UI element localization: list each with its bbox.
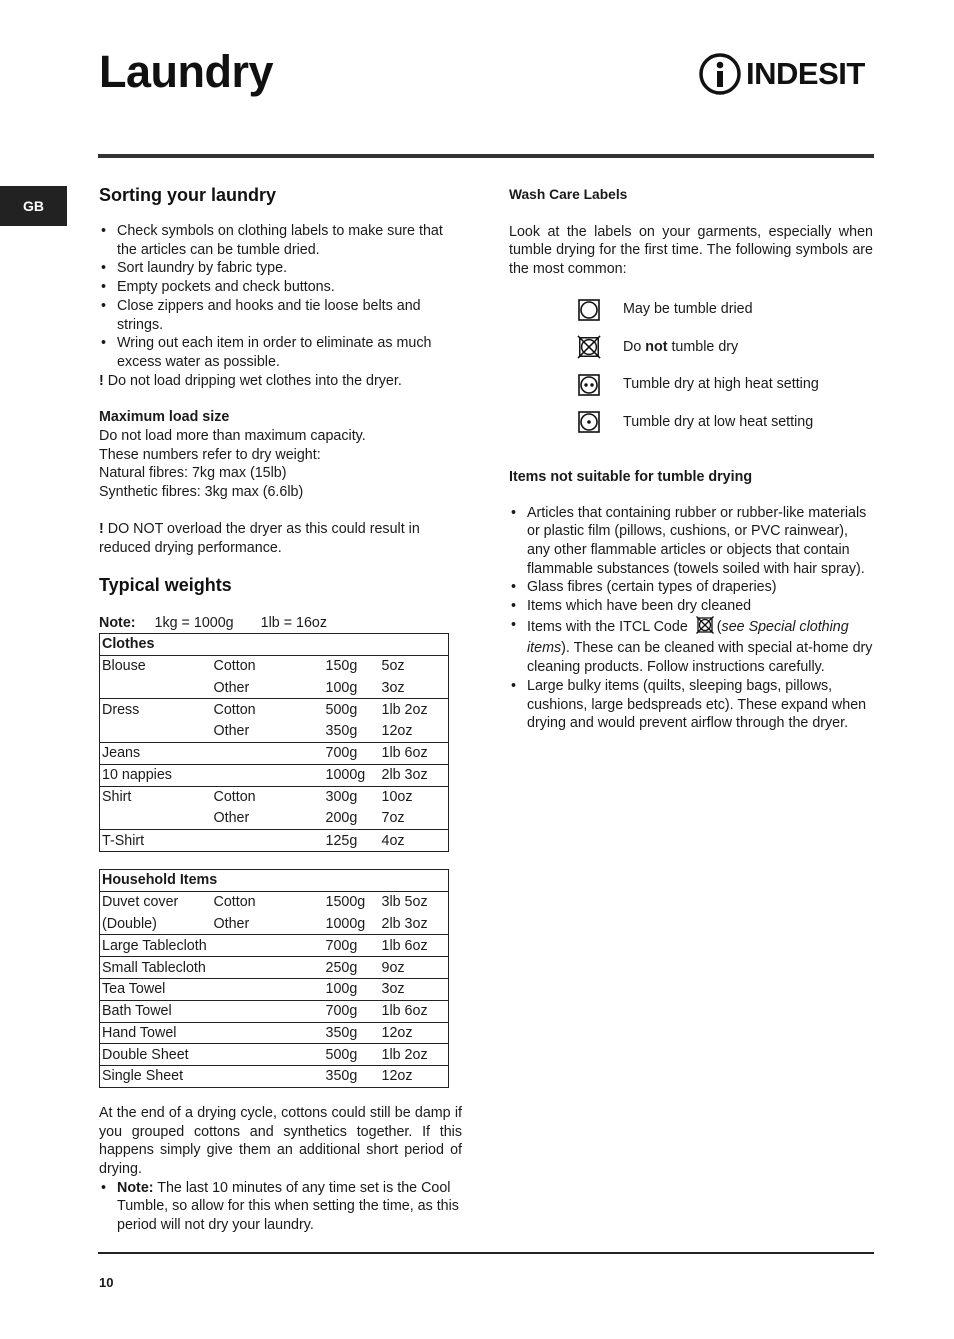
max-load-heading: Maximum load size bbox=[99, 409, 230, 426]
wash-care-heading: Wash Care Labels bbox=[509, 187, 628, 202]
symbol-label: May be tumble dried bbox=[623, 301, 753, 318]
high-heat-icon bbox=[577, 374, 601, 396]
imperial-cell: 5oz bbox=[380, 655, 449, 677]
table-row bbox=[100, 830, 449, 852]
symbol-row bbox=[509, 328, 873, 366]
symbol-label: Tumble dry at low heat setting bbox=[623, 413, 814, 430]
grams-cell: 500g bbox=[325, 701, 358, 718]
grams-cell: 300g bbox=[325, 789, 358, 806]
grams-cell: 700g bbox=[324, 1000, 380, 1022]
imperial-cell: 9oz bbox=[380, 957, 449, 979]
table-header-row bbox=[100, 633, 449, 655]
table-header: Clothes bbox=[100, 633, 449, 655]
fabric-cell bbox=[212, 1044, 324, 1066]
fabric-cell: Cotton bbox=[213, 658, 256, 675]
grams-cell: 500g bbox=[324, 1044, 380, 1066]
page-title: Laundry bbox=[99, 46, 274, 97]
itcl-code-icon bbox=[696, 616, 714, 640]
table-row bbox=[100, 808, 449, 830]
clothes-table bbox=[99, 633, 449, 852]
grams-cell: 1000g bbox=[324, 913, 380, 935]
fabric-cell bbox=[212, 1066, 324, 1088]
note-lb: 1lb = 16oz bbox=[260, 615, 328, 632]
table-row bbox=[100, 742, 449, 764]
max-load-line: Do not load more than maximum capacity. bbox=[99, 428, 366, 445]
sorting-heading: Sorting your laundry bbox=[99, 185, 277, 205]
grams-cell: 350g bbox=[324, 1066, 380, 1088]
not-suitable-heading: Items not suitable for tumble drying bbox=[509, 468, 753, 485]
grams-cell: 250g bbox=[324, 957, 380, 979]
fabric-cell: Cotton bbox=[213, 894, 256, 911]
item-cell bbox=[100, 721, 212, 743]
item-cell: Blouse bbox=[100, 655, 212, 677]
list-item: • Articles that containing rubber or rubber-like materials or plastic film (pillows, cushions, or PVC rainwear), any other flammable articles or objects that contain flammable substances (towels soiled with hair spray). bbox=[509, 504, 873, 579]
note-label: Note: bbox=[117, 1179, 154, 1196]
table-row bbox=[100, 1000, 449, 1022]
imperial-cell: 12oz bbox=[380, 721, 449, 743]
imperial-cell: 12oz bbox=[380, 1022, 449, 1044]
fabric-cell bbox=[212, 935, 324, 957]
fabric-cell bbox=[212, 742, 324, 764]
max-load-line: Synthetic fibres: 3kg max (6.6lb) bbox=[99, 484, 304, 501]
grams-cell: 125g bbox=[324, 830, 380, 852]
footer-divider bbox=[98, 1252, 874, 1254]
tumble-dry-icon bbox=[577, 299, 601, 321]
grams-cell: 200g bbox=[324, 808, 380, 830]
list-item: • Items with the ITCL Code (see Special clothing items). These can be cleaned with special at-home dry cleaning products. Follow instructions carefully. bbox=[509, 616, 873, 677]
item-cell: Jeans bbox=[100, 742, 212, 764]
grams-cell: 700g bbox=[324, 742, 380, 764]
item-cell bbox=[100, 808, 212, 830]
fabric-cell bbox=[212, 1022, 324, 1044]
imperial-cell: 3oz bbox=[380, 978, 449, 1000]
grams-cell: 350g bbox=[324, 721, 380, 743]
imperial-cell: 3oz bbox=[380, 677, 449, 699]
table-row bbox=[100, 913, 449, 935]
grams-cell: 150g bbox=[325, 658, 358, 675]
grams-cell: 100g bbox=[324, 978, 380, 1000]
language-tab: GB bbox=[0, 186, 67, 226]
item-cell: Double Sheet bbox=[100, 1044, 212, 1066]
table-row bbox=[100, 957, 449, 979]
item-cell bbox=[100, 677, 212, 699]
header-divider bbox=[98, 154, 874, 158]
table-row bbox=[100, 891, 449, 913]
symbol-row bbox=[509, 403, 873, 441]
page-number: 10 bbox=[99, 1275, 114, 1290]
list-item: • Sort laundry by fabric type. bbox=[99, 259, 462, 278]
note-kg: 1kg = 1000g bbox=[154, 615, 234, 632]
item-cell: Shirt bbox=[100, 786, 212, 808]
item-cell: (Double) bbox=[100, 913, 212, 935]
warning-mark: ! bbox=[99, 372, 104, 389]
table-row bbox=[100, 1022, 449, 1044]
imperial-cell: 10oz bbox=[380, 786, 449, 808]
list-item: • Check symbols on clothing labels to make sure that the articles can be tumble dried. bbox=[99, 222, 462, 259]
imperial-cell: 1lb 6oz bbox=[380, 935, 449, 957]
list-item: • Large bulky items (quilts, sleeping bags, pillows, cushions, large bedspreads etc). These expand when drying and would prevent airflow through the dryer. bbox=[509, 677, 873, 733]
imperial-cell: 7oz bbox=[380, 808, 449, 830]
table-row bbox=[100, 655, 449, 677]
fabric-cell: Cotton bbox=[213, 701, 256, 718]
list-item bbox=[99, 1179, 462, 1235]
overload-warning bbox=[99, 520, 462, 557]
table-row bbox=[100, 935, 449, 957]
not-suitable-list bbox=[509, 504, 873, 733]
symbol-label: Do not tumble dry bbox=[623, 338, 739, 355]
table-row bbox=[100, 1044, 449, 1066]
imperial-cell: 12oz bbox=[380, 1066, 449, 1088]
indesit-logo-icon bbox=[698, 52, 742, 96]
item-cell: Duvet cover bbox=[100, 891, 212, 913]
note-label: Note: bbox=[99, 615, 136, 632]
fabric-cell: Other bbox=[212, 913, 324, 935]
fabric-cell: Other bbox=[212, 808, 324, 830]
item-cell: T-Shirt bbox=[100, 830, 212, 852]
table-header: Household Items bbox=[100, 869, 449, 891]
do-not-tumble-dry-icon bbox=[577, 334, 601, 360]
item-cell: Dress bbox=[100, 699, 212, 721]
table-row bbox=[100, 699, 449, 721]
brand-logo bbox=[698, 52, 865, 96]
list-item: • Glass fibres (certain types of draperies) bbox=[509, 578, 873, 597]
symbol-list bbox=[509, 291, 873, 441]
weights-heading: Typical weights bbox=[99, 575, 232, 596]
item-cell: Hand Towel bbox=[100, 1022, 212, 1044]
item-cell: Large Tablecloth bbox=[100, 935, 212, 957]
table-row bbox=[100, 978, 449, 1000]
item-cell: Small Tablecloth bbox=[100, 957, 212, 979]
right-column bbox=[509, 186, 873, 733]
symbol-label: Tumble dry at high heat setting bbox=[623, 376, 819, 393]
imperial-cell: 1lb 6oz bbox=[380, 1000, 449, 1022]
item-cell: Bath Towel bbox=[100, 1000, 212, 1022]
warning-mark: ! bbox=[99, 520, 104, 537]
table-row bbox=[100, 786, 449, 808]
imperial-cell: 1lb 6oz bbox=[380, 742, 449, 764]
warning-text: Do not load dripping wet clothes into the dryer. bbox=[107, 372, 402, 389]
grams-cell: 1500g bbox=[325, 894, 366, 911]
fabric-cell: Other bbox=[212, 677, 324, 699]
sorting-warning bbox=[99, 372, 462, 391]
table-row bbox=[100, 721, 449, 743]
table-row bbox=[100, 764, 449, 786]
grams-cell: 100g bbox=[324, 677, 380, 699]
imperial-cell: 1lb 2oz bbox=[380, 1044, 449, 1066]
weights-note bbox=[99, 614, 462, 633]
imperial-cell: 2lb 3oz bbox=[380, 913, 449, 935]
max-load-line: These numbers refer to dry weight: bbox=[99, 446, 321, 463]
wash-care-intro: Look at the labels on your garments, especially when tumble drying for the first time. The following symbols are the most common: bbox=[509, 223, 873, 278]
left-column bbox=[99, 184, 462, 1235]
item-cell: 10 nappies bbox=[100, 764, 212, 786]
fabric-cell: Other bbox=[212, 721, 324, 743]
max-load-line: Natural fibres: 7kg max (15lb) bbox=[99, 465, 287, 482]
item-cell: Tea Towel bbox=[100, 978, 212, 1000]
imperial-cell: 4oz bbox=[380, 830, 449, 852]
sorting-list bbox=[99, 222, 462, 372]
fabric-cell bbox=[212, 1000, 324, 1022]
warning-text: DO NOT overload the dryer as this could result in reduced drying performance. bbox=[99, 520, 420, 556]
grams-cell: 700g bbox=[324, 935, 380, 957]
item-cell: Single Sheet bbox=[100, 1066, 212, 1088]
grams-cell: 350g bbox=[324, 1022, 380, 1044]
list-item: • Wring out each item in order to eliminate as much excess water as possible. bbox=[99, 334, 462, 371]
brand-name: INDESIT bbox=[746, 56, 865, 91]
low-heat-icon bbox=[577, 411, 601, 433]
table-header-row bbox=[100, 869, 449, 891]
table-row bbox=[100, 1066, 449, 1088]
household-table bbox=[99, 869, 449, 1088]
table-row bbox=[100, 677, 449, 699]
symbol-row bbox=[509, 366, 873, 404]
fabric-cell bbox=[212, 764, 324, 786]
list-item: • Items which have been dry cleaned bbox=[509, 597, 873, 616]
fabric-cell bbox=[212, 978, 324, 1000]
final-note-list bbox=[99, 1179, 462, 1235]
list-item: • Empty pockets and check buttons. bbox=[99, 278, 462, 297]
note-text: The last 10 minutes of any time set is the Cool Tumble, so allow for this when setting the time, as this period will not dry your laundry. bbox=[117, 1179, 459, 1234]
imperial-cell: 2lb 3oz bbox=[380, 764, 449, 786]
fabric-cell bbox=[212, 957, 324, 979]
cycle-text: At the end of a drying cycle, cottons could still be damp if you grouped cottons and synthetics together. If this happens simply give them an additional short period of drying. bbox=[99, 1104, 462, 1177]
imperial-cell: 1lb 2oz bbox=[380, 699, 449, 721]
grams-cell: 1000g bbox=[324, 764, 380, 786]
imperial-cell: 3lb 5oz bbox=[380, 891, 449, 913]
symbol-row bbox=[509, 291, 873, 329]
fabric-cell bbox=[212, 830, 324, 852]
fabric-cell: Cotton bbox=[213, 789, 256, 806]
list-item: • Close zippers and hooks and tie loose belts and strings. bbox=[99, 297, 462, 334]
